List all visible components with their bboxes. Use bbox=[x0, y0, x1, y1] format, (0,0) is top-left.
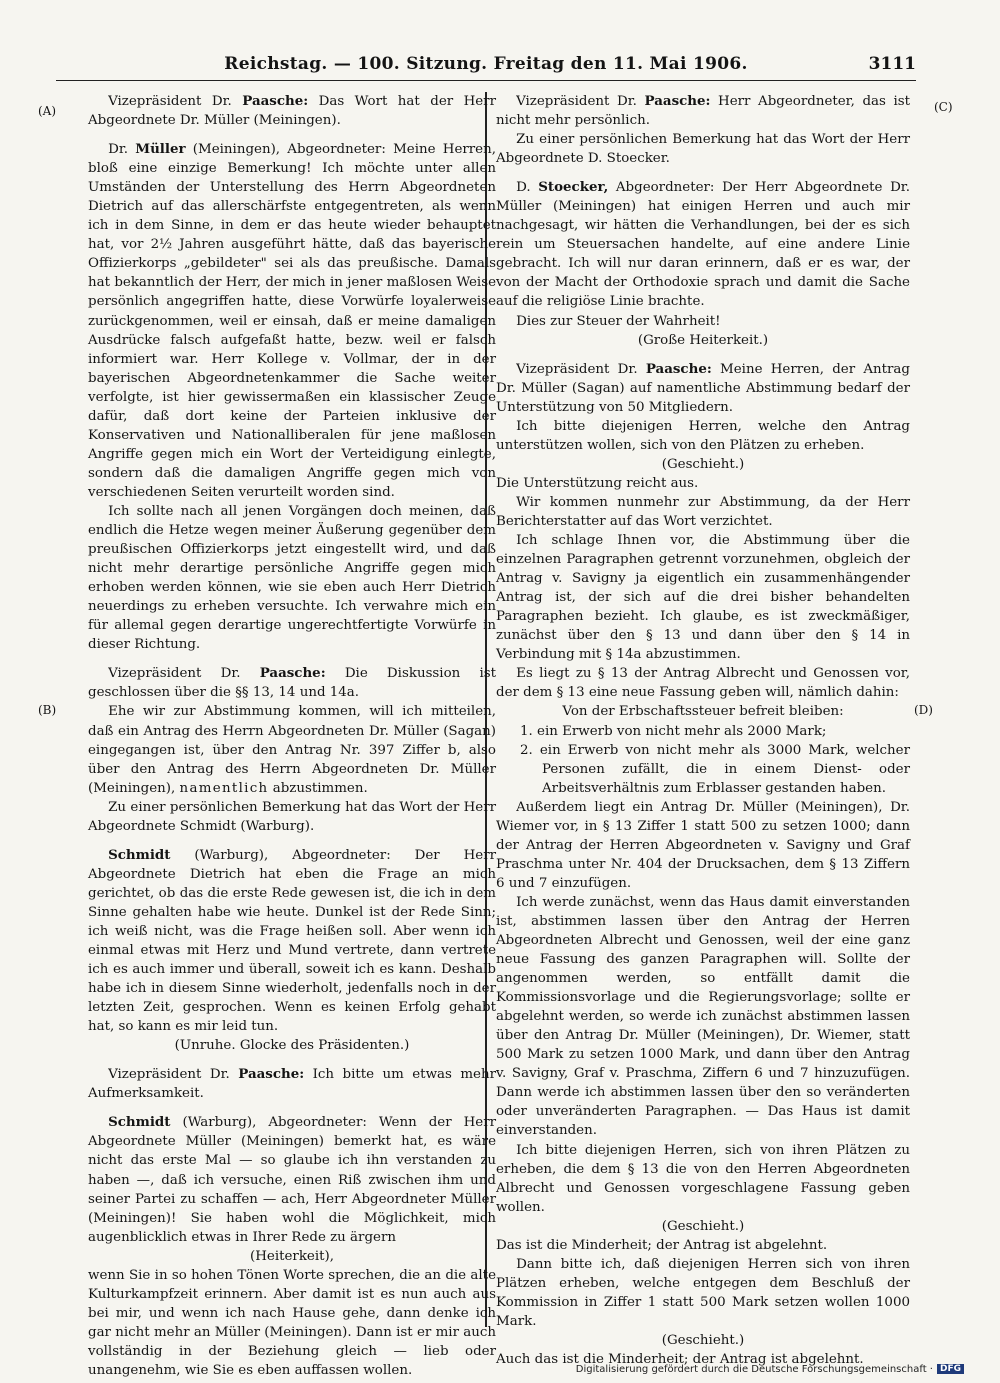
speaker-name: Paasche: bbox=[242, 93, 309, 109]
paragraph: Vizepräsident Dr. Paasche: Das Wort hat der Herr Abgeordnete Dr. Müller (Meiningen). bbox=[88, 93, 496, 129]
stage-note: (Geschieht.) bbox=[661, 456, 745, 472]
proposal-list bbox=[496, 722, 910, 798]
paragraph: Ich sollte nach all jenen Vorgängen doch meinen, daß endlich die Hetze wegen meiner Äußerung gegenüber dem preußischen Offizierkorps jetzt eingestellt wird, und daß nicht mehr derartige persönliche Angriffe gegen mich erhoben werden können, wie sie eben auch Herr Dietrich neuerdings zu erheben versuchte. Ich verwahre mich ein für allemal gegen derartige ungerechtfertigte Vorwürfe in dieser Richtung. bbox=[88, 503, 496, 653]
credit-text: Digitalisierung gefördert durch die Deutsche Forschungsgemeinschaft · bbox=[575, 1364, 933, 1375]
paragraph: Ich bitte diejenigen Herren, sich von ihren Plätzen zu erheben, die dem § 13 die von den Herren Abgeordneten Albrecht und Genossen vorgeschlagene Fassung geben wollen. bbox=[496, 1142, 910, 1215]
stage-note: (Geschieht.) bbox=[661, 1333, 745, 1348]
speaker-name: Schmidt bbox=[108, 846, 171, 863]
stage-note: (Geschieht.) bbox=[661, 1218, 745, 1234]
paragraph: wenn Sie in so hohen Tönen Worte sprechen, die an die alte Kulturkampfzeit erinnern. Aber damit ist es nun auch aus bei mir, und wenn ich nach Hause gehe, dann denke ich gar nicht mehr an Müller (Meiningen). Dann ist er mir auch vollständig in der Beziehung gleich — lieb oder unangenehm, wie Sie es eben auffassen wollen. bbox=[88, 1267, 496, 1378]
paragraph: Dr. Müller (Meiningen), Abgeordneter: Meine Herren, bloß eine einzige Bemerkung! Ich möchte unter allen Umständen der Unterstellung des Herrn Abgeordneten Dietrich auf das allerschärfste entgegentreten, als wenn ich in dem Sinne, in dem er das heute wieder behauptet hat, vor 2½ Jahren ausgeführt hätte, daß das bayerische Offizierkorps „gebildeter" sei als das preußische. Damals hat bekanntlich der Herr, der mich in jener maßlosen Weise persönlich angegriffen hatte, diese Vorwürfe loyalerweise zurückgenommen, weil er einsah, daß er meine damaligen Ausdrücke falsch aufgefaßt hatte, bezw. weil er falsch informiert war. Herr Kollege v. Vollmar, der in der bayerischen Abgeordnetenkammer die Sache weiter verfolgte, ist hier gewissermaßen ein klassischer Zeuge dafür, daß dort keine der Parteien inklusive der Konservativen und Nationalliberalen für jene maßlosen Angriffe gegen mich ein Wort der Verteidigung einlegte, sondern daß die damaligen Angriffe gegen mich von verschiedenen Seiten verurteilt worden sind. bbox=[88, 141, 496, 500]
margin-mark-b: (B) bbox=[38, 703, 57, 717]
paragraph: Ich bitte diejenigen Herren, welche den Antrag unterstützen wollen, sich von den Plätzen zu erheben. bbox=[496, 418, 910, 453]
paragraph: Schmidt (Warburg), Abgeordneter: Wenn der Herr Abgeordnete Müller (Meiningen) bemerkt hat, es wäre nicht das erste Mal — so glaube ich ihn verstanden zu haben —, daß ich versuche, einen Riß zwischen ihm und seiner Partei zu schaffen — ach, Herr Abgeordneter Müller (Meiningen)! Sie haben wohl die Möglichkeit, mich augenblicklich etwas in Ihrer Rede zu ärgern bbox=[88, 1114, 496, 1245]
stage-note: (Heiterkeit), bbox=[250, 1248, 334, 1264]
right-column bbox=[496, 92, 910, 1369]
paragraph: Dann bitte ich, daß diejenigen Herren sich von ihren Plätzen erheben, welche entgegen dem Beschluß der Kommission in Ziffer 1 statt 500 Mark setzen wollen 1000 Mark. bbox=[496, 1256, 910, 1329]
paragraph: Vizepräsident Dr. Paasche: Meine Herren, der Antrag Dr. Müller (Sagan) auf namentliche Abstimmung bedarf der Unterstützung von 50 Mitgliedern. bbox=[496, 360, 910, 415]
paragraph: Auch das ist die Minderheit; der Antrag ist abgelehnt. bbox=[496, 1352, 864, 1368]
speaker-name: Paasche: bbox=[238, 1066, 305, 1083]
paragraph: Schmidt (Warburg), Abgeordneter: Der Herr Abgeordnete Dietrich hat eben die Frage an mich gerichtet, ob das die erste Rede gewesen ist, die ich in dem Sinne gehalten habe wie heute. Dunkel ist der Rede Sinn; ich weiß nicht, was die Frage heißen soll. Aber wenn ich einmal etwas mit Herz und Mund vertrete, dann vertrete ich es auch immer und überall, soweit ich es kann. Deshalb habe ich in diesem Sinne wiederholt, jedenfalls noch in der letzten Zeit, gesprochen. Wenn es keinen Erfolg gehabt hat, so kann es mir leid tun. bbox=[88, 846, 496, 1035]
spaced-emphasis: namentlich bbox=[179, 780, 269, 796]
paragraph: Vizepräsident Dr. Paasche: Ich bitte um etwas mehr Aufmerksamkeit. bbox=[88, 1066, 496, 1102]
paragraph: D. Stoecker, Abgeordneter: Der Herr Abgeordnete Dr. Müller (Meiningen) hat einigen Herren und auch mir nachgesagt, wir hätten die Verhandlungen, bei der es sich rein um Steuersachen handelte, auf eine andere Linie gebracht. Ich will nur daran erinnern, daß er es war, der von der Macht der Orthodoxie sprach und damit die Sache auf die religiöse Linie brachte. bbox=[496, 179, 910, 310]
page-number: 3111 bbox=[868, 54, 916, 74]
paragraph: Dies zur Steuer der Wahrheit! bbox=[516, 313, 721, 329]
quoted-heading: Von der Erbschaftssteuer befreit bleiben: bbox=[562, 704, 844, 720]
speaker-name: Schmidt bbox=[108, 1114, 171, 1131]
paragraph: Außerdem liegt ein Antrag Dr. Müller (Meiningen), Dr. Wiemer vor, in § 13 Ziffer 1 statt 500 zu setzen 1000; dann der Antrag der Herren Abgeordneten v. Savigny und Graf Praschma unter Nr. 404 der Drucksachen, dem § 13 Ziffern 6 und 7 einzufügen. bbox=[496, 799, 910, 891]
paragraph: Vizepräsident Dr. Paasche: Herr Abgeordneter, das ist nicht mehr persönlich. bbox=[496, 93, 910, 129]
margin-mark-d: (D) bbox=[914, 703, 933, 717]
speaker-name: Stoecker, bbox=[538, 179, 609, 196]
paragraph: Das ist die Minderheit; der Antrag ist abgelehnt. bbox=[496, 1237, 828, 1253]
speaker-name: Müller bbox=[135, 141, 186, 158]
paragraph: Zu einer persönlichen Bemerkung hat das Wort der Herr Abgeordnete D. Stoecker. bbox=[496, 132, 910, 167]
list-item: 1. ein Erwerb von nicht mehr als 2000 Mark; bbox=[520, 723, 827, 739]
speaker-name: Paasche: bbox=[644, 93, 711, 109]
paragraph: Die Unterstützung reicht aus. bbox=[496, 475, 699, 491]
paragraph: Wir kommen nunmehr zur Abstimmung, da der Herr Berichterstatter auf das Wort verzichtet. bbox=[496, 494, 910, 529]
paragraph: Vizepräsident Dr. Paasche: Die Diskussion ist geschlossen über die §§ 13, 14 und 14a. bbox=[88, 665, 496, 701]
speaker-name: Paasche: bbox=[259, 665, 326, 682]
page-running-title: Reichstag. — 100. Sitzung. Freitag den 11. Mai 1906. bbox=[224, 54, 748, 74]
margin-mark-a: (A) bbox=[38, 104, 57, 118]
paragraph: Es liegt zu § 13 der Antrag Albrecht und Genossen vor, der dem § 13 eine neue Fassung geben will, nämlich dahin: bbox=[496, 666, 910, 701]
speaker-name: Paasche: bbox=[645, 360, 712, 377]
stage-note: (Unruhe. Glocke des Präsidenten.) bbox=[174, 1038, 410, 1054]
paragraph: Ich werde zunächst, wenn das Haus damit einverstanden ist, abstimmen lassen über den Antrag der Herren Abgeordneten Albrecht und Genossen, weil der eine ganz neue Fassung des ganzen Paragraphen will. Sollte der angenommen werden, so entfällt damit die Kommissionsvorlage und die Regierungsvorlage; sollte er abgelehnt werden, so werde ich zunächst abstimmen lassen über den Antrag Dr. Müller (Meiningen), Dr. Wiemer, statt 500 Mark zu setzen 1000 Mark, und dann über den Antrag v. Savigny, Graf v. Praschma, Ziffern 6 und 7 hinzuzufügen. Dann werde ich abstimmen lassen über den so veränderten oder unveränderten Paragraphen. — Das Haus ist damit einverstanden. bbox=[496, 894, 910, 1139]
list-item: 2. ein Erwerb von nicht mehr als 3000 Mark, welcher Personen zufällt, die in einem Dienst- oder Arbeitsverhältnis zum Erblasser gestanden haben. bbox=[520, 742, 910, 796]
left-column bbox=[88, 92, 496, 1380]
paragraph: Ich schlage Ihnen vor, die Abstimmung über die einzelnen Paragraphen getrennt vorzunehmen, obgleich der Antrag v. Savigny ja eigentlich ein zusammenhängender Antrag ist, der sich auf die drei bisher behandelten Paragraphen bezieht. Ich glaube, es ist zweckmäßiger, zunächst über den § 13 und dann über den § 14 in Verbindung mit § 14a abzustimmen. bbox=[496, 533, 910, 663]
margin-mark-c: (C) bbox=[934, 100, 953, 114]
page-header bbox=[56, 52, 916, 81]
dfg-logo: DFG bbox=[937, 1364, 964, 1374]
paragraph: Ehe wir zur Abstimmung kommen, will ich mitteilen, daß ein Antrag des Herrn Abgeordneten Dr. Müller (Sagan) eingegangen ist, über den Antrag Nr. 397 Ziffer b, also über den Antrag des Herrn Abgeordneten Dr. Müller (Meiningen), namentlich abzustimmen. bbox=[88, 704, 496, 796]
digitization-credit bbox=[576, 1364, 964, 1375]
paragraph: Zu einer persönlichen Bemerkung hat das Wort der Herr Abgeordnete Schmidt (Warburg). bbox=[88, 799, 496, 834]
stage-note: (Große Heiterkeit.) bbox=[637, 332, 769, 348]
